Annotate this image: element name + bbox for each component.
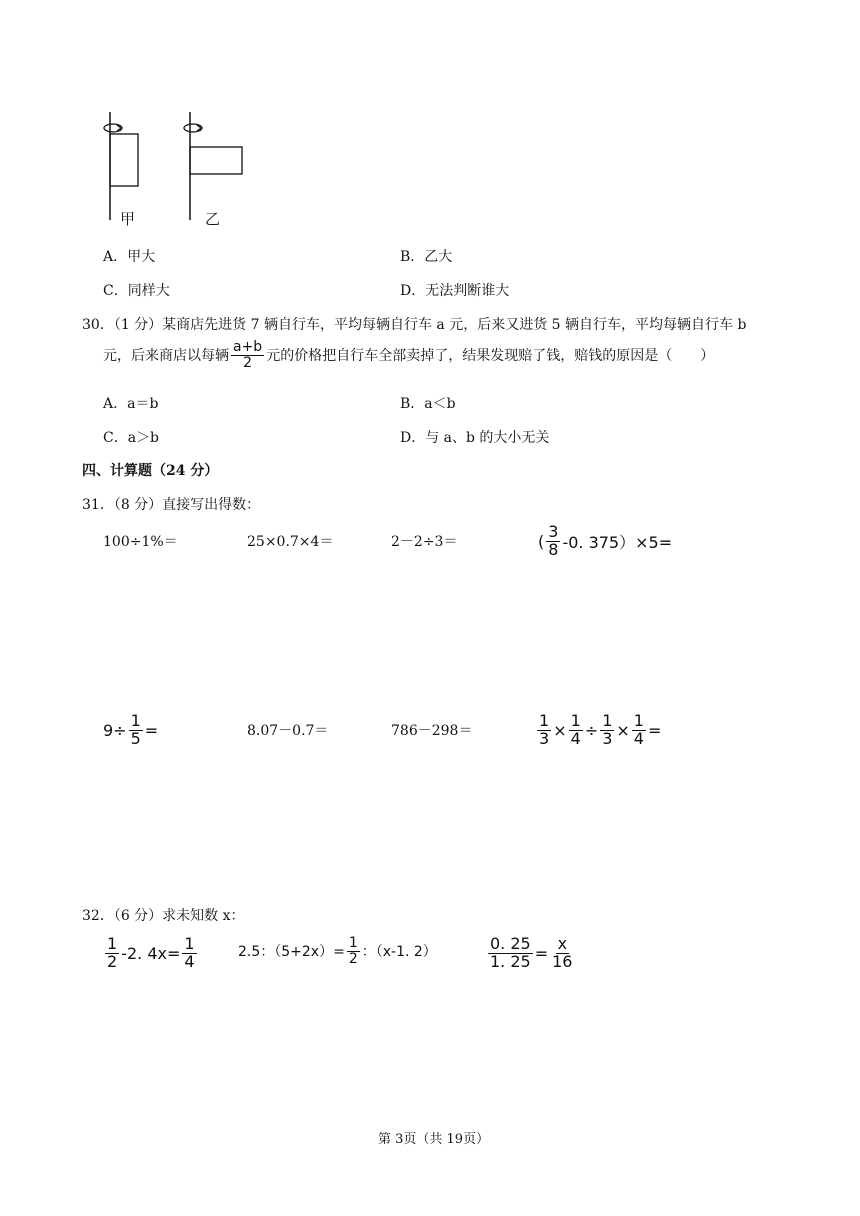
- q31-title: 31．（8 分）直接写出得数：: [82, 497, 261, 513]
- q31-expr-4-num: 3: [548, 522, 559, 541]
- q31-expr-2: 25×0.7×4＝: [247, 534, 334, 550]
- q32-eq2-num: 1: [348, 935, 358, 951]
- q32-eq3-den-2: 16: [552, 951, 573, 971]
- q31-expr-8-frac-2: [569, 713, 583, 748]
- q32-eq3-eq: =: [534, 943, 549, 963]
- q29-option-d: D．无法判断谁大: [400, 283, 510, 299]
- q31-expr-7: 786－298＝: [391, 723, 473, 739]
- q31-expr-3: 2－2÷3＝: [391, 534, 458, 550]
- q29-option-a: A．甲大: [103, 249, 156, 265]
- q30-option-c: C．a＞b: [103, 430, 160, 446]
- q32-eq1-den-1: 2: [107, 951, 118, 971]
- q31-expr-5-pre: 9÷: [103, 720, 127, 740]
- q30-option-d: D．与 a、b 的大小无关: [400, 430, 550, 446]
- q31-expr-8-den-4: 4: [633, 728, 644, 748]
- q31-expr-4-fraction: [546, 524, 560, 559]
- section-title: 四、计算题（24 分）: [82, 463, 219, 479]
- q30-frac-den: 2: [243, 354, 253, 371]
- page-footer: 第 3页（共 19页）: [378, 1132, 490, 1147]
- q30-option-b: B．a＜b: [400, 396, 456, 412]
- q32-eq2-fraction: [347, 936, 360, 966]
- q32-eq1-mid: -2. 4x=: [121, 943, 181, 963]
- q32-eq1-num-2: 1: [184, 934, 195, 953]
- q31-expr-8-den-2: 4: [570, 728, 581, 748]
- q31-expr-8-num-4: 1: [633, 711, 644, 730]
- figure-label-left: 甲: [120, 210, 136, 228]
- q32-eq2-den: 2: [348, 950, 358, 967]
- q32-eq1-den-2: 4: [184, 951, 195, 971]
- q32-eq1-num-1: 1: [107, 934, 118, 953]
- q31-expr-4-open: (: [538, 531, 545, 551]
- q31-expr-4-den: 8: [548, 539, 559, 559]
- q31-expr-5-den: 5: [130, 728, 141, 748]
- q31-expr-8: [535, 713, 661, 748]
- q31-expr-8-eq: =: [647, 720, 662, 740]
- q31-expr-4-rest: -0. 375）×5=: [562, 532, 673, 552]
- q31-expr-8-den-3: 3: [602, 728, 613, 748]
- q32-eq3-den-1: 1. 25: [490, 951, 531, 971]
- q31-expr-8-frac-1: [537, 713, 551, 748]
- q32-eq3-frac-1: [488, 936, 533, 971]
- q32-eq3-num-2: x: [557, 934, 568, 953]
- q32-eq2-post: ：（x-1. 2）: [361, 944, 437, 961]
- figure-label-right: 乙: [205, 210, 221, 228]
- q31-expr-1: 100÷1%＝: [103, 534, 178, 550]
- q31-expr-8-op-2: ÷: [584, 720, 599, 740]
- q32-eq3-num-1: 0. 25: [490, 934, 531, 953]
- q30-fraction: [231, 340, 264, 370]
- q32-eq2-pre: 2.5：（5+2x）=: [238, 944, 345, 961]
- q31-expr-8-num-3: 1: [602, 711, 613, 730]
- q29-option-c: C．同样大: [103, 283, 170, 299]
- q31-expr-8-num-1: 1: [539, 711, 550, 730]
- q30-option-a: A．a＝b: [103, 396, 159, 412]
- q30-line2-after: 元的价格把自行车全部卖掉了，结果发现赔了钱，赔钱的原因是（ ）: [266, 348, 715, 365]
- q32-equation-2: [238, 936, 437, 966]
- q31-expr-5-num: 1: [130, 711, 141, 730]
- q31-expr-5-post: =: [144, 720, 159, 740]
- q32-eq1-frac-2: [182, 936, 196, 971]
- q31-expr-5-fraction: [129, 713, 143, 748]
- q31-expr-8-op-3: ×: [616, 720, 630, 740]
- q30-line2: [103, 340, 714, 370]
- q31-expr-8-op-1: ×: [553, 720, 567, 740]
- q31-expr-5: [103, 713, 158, 748]
- q30-line1: 30．（1 分）某商店先进货 7 辆自行车，平均每辆自行车 a 元，后来又进货 5 辆自行车，平均每辆自行车 b: [82, 317, 747, 333]
- q32-eq3-frac-2: [550, 936, 574, 971]
- q31-expr-8-frac-4: [632, 713, 646, 748]
- q32-eq1-frac-1: [105, 936, 119, 971]
- q30-line2-before: 元，后来商店以每辆: [103, 348, 229, 365]
- q31-expr-4: [538, 524, 672, 559]
- q29-option-b: B．乙大: [400, 249, 453, 265]
- q31-expr-8-num-2: 1: [570, 711, 581, 730]
- q31-expr-8-den-1: 3: [539, 728, 550, 748]
- q32-equation-3: [486, 936, 576, 971]
- q31-expr-8-frac-3: [600, 713, 614, 748]
- q32-title: 32．（6 分）求未知数 x：: [82, 908, 245, 924]
- q32-equation-1: [103, 936, 199, 971]
- q30-frac-num: a+b: [233, 339, 263, 355]
- q31-expr-6: 8.07－0.7＝: [247, 723, 329, 739]
